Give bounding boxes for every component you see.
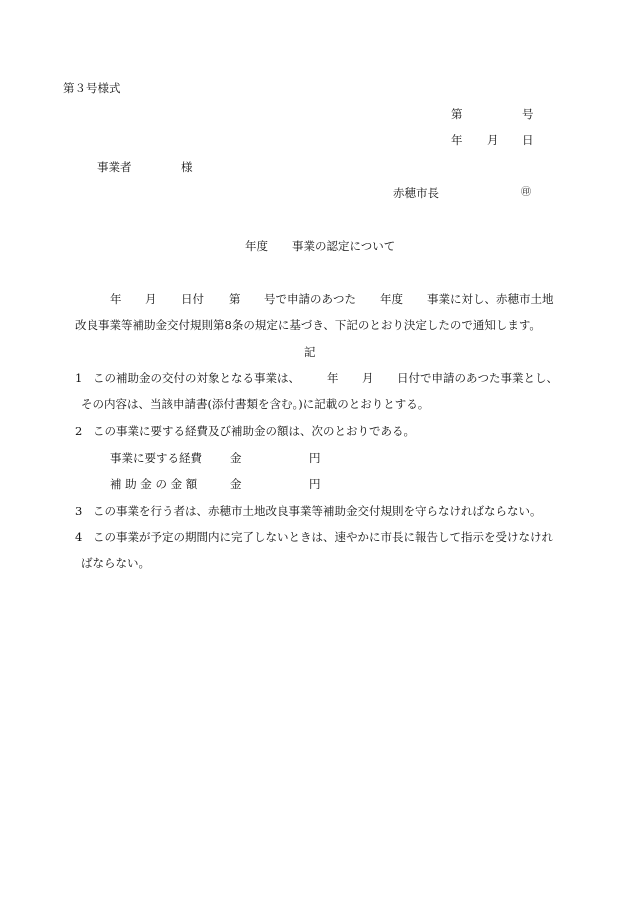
para1-line2: 改良事業等補助金交付規則第8条の規定に基づき、下記のとおり決定したので通知します。 [75,318,541,332]
item4-number: 4 [75,530,83,544]
seal-mark: ㊞ [521,187,531,198]
item1-line1-tail: 日付で申請のあつた事業とし、 [397,371,558,385]
subsidy-label: 補 助 金 の 金 額 [110,477,198,491]
addressee-label: 事業者 [97,160,132,174]
addressee-honorific: 様 [181,160,193,174]
para1-gou: 号で申請のあつた [264,292,356,306]
sender-name: 赤穂市長 [393,186,439,200]
ki-heading: 記 [304,345,316,359]
form-number: 第３号様式 [63,81,121,95]
doc-number-suffix: 号 [522,107,534,121]
item1-number: 1 [75,371,83,385]
date-year-label: 年 [451,133,463,147]
item1-month: 月 [362,371,374,385]
item3-number: 3 [75,504,83,518]
item3-text: この事業を行う者は、赤穂市土地改良事業等補助金交付規則を守らなければならない。 [93,504,542,518]
para1-date: 日付 [181,292,204,306]
date-month-label: 月 [487,133,499,147]
para1-month: 月 [145,292,157,306]
page-title: 事業の認定について [292,239,396,253]
expense-yen: 円 [309,451,321,465]
item4-line2: ばならない。 [81,556,150,570]
date-day-label: 日 [522,133,534,147]
expense-kin: 金 [230,451,242,465]
item1-year: 年 [327,371,339,385]
subsidy-kin: 金 [230,477,242,491]
para1-tail: 事業に対し、赤穂市土地 [427,292,554,306]
para1-dai: 第 [229,292,241,306]
expense-label: 事業に要する経費 [110,451,202,465]
item1-line2: その内容は、当該申請書(添付書類を含む。)に記載のとおりとする。 [81,397,430,411]
para1-nendo: 年度 [380,292,403,306]
subsidy-yen: 円 [309,477,321,491]
item1-line1-a: この補助金の交付の対象となる事業は、 [93,371,300,385]
para1-year: 年 [110,292,122,306]
item4-line1: この事業が予定の期間内に完了しないときは、速やかに市長に報告して指示を受けなけれ [93,530,553,544]
title-year: 年度 [245,239,268,253]
doc-number-prefix: 第 [451,107,463,121]
item2-text: この事業に要する経費及び補助金の額は、次のとおりである。 [93,424,415,438]
item2-number: 2 [75,424,83,438]
